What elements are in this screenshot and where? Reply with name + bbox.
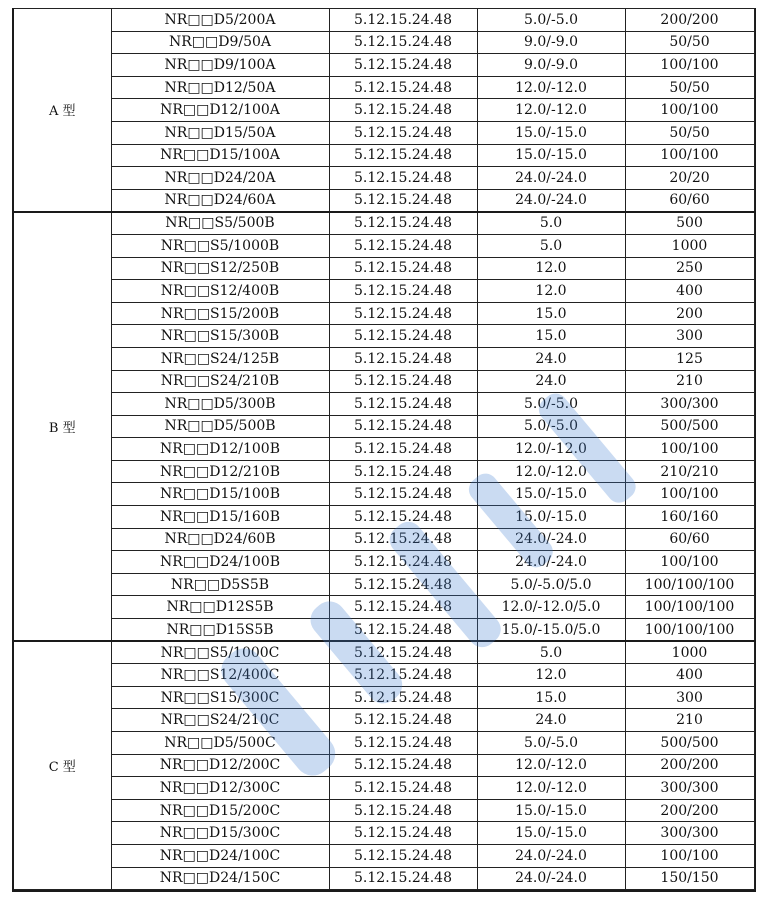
output-voltage-cell: 12.0 [477,257,625,280]
output-current-cell: 300 [625,325,754,348]
table-row [14,302,754,325]
output-current-cell: 60/60 [625,189,754,212]
input-voltage-cell: 5.12.15.24.48 [329,867,477,890]
output-voltage-cell: 12.0/-12.0 [477,754,625,777]
input-voltage-cell: 5.12.15.24.48 [329,99,477,122]
table-row [14,31,754,54]
output-current-cell: 500 [625,212,754,235]
table-row [14,325,754,348]
model-cell: NR□□D15/160B [111,506,329,529]
table-row [14,573,754,596]
output-voltage-cell: 15.0/-15.0 [477,822,625,845]
output-voltage-cell: 12.0 [477,664,625,687]
table-row [14,619,754,642]
table-row [14,144,754,167]
table-row [14,799,754,822]
output-current-cell: 300/300 [625,777,754,800]
input-voltage-cell: 5.12.15.24.48 [329,732,477,755]
output-current-cell: 50/50 [625,121,754,144]
model-cell: NR□□D12/50A [111,76,329,99]
output-voltage-cell: 15.0/-15.0 [477,799,625,822]
output-current-cell: 50/50 [625,31,754,54]
output-voltage-cell: 15.0 [477,325,625,348]
output-current-cell: 250 [625,257,754,280]
output-voltage-cell: 15.0/-15.0 [477,144,625,167]
model-cell: NR□□D24/60B [111,528,329,551]
input-voltage-cell: 5.12.15.24.48 [329,54,477,77]
model-cell: NR□□S24/210B [111,370,329,393]
output-current-cell: 60/60 [625,528,754,551]
output-current-cell: 100/100/100 [625,573,754,596]
input-voltage-cell: 5.12.15.24.48 [329,9,477,32]
output-voltage-cell: 24.0/-24.0 [477,528,625,551]
group-label: A 型 [14,9,111,212]
model-cell: NR□□D15/50A [111,121,329,144]
output-current-cell: 125 [625,347,754,370]
output-voltage-cell: 12.0/-12.0 [477,76,625,99]
output-current-cell: 100/100 [625,844,754,867]
input-voltage-cell: 5.12.15.24.48 [329,325,477,348]
input-voltage-cell: 5.12.15.24.48 [329,370,477,393]
model-cell: NR□□D5/500B [111,415,329,438]
output-current-cell: 100/100 [625,483,754,506]
model-cell: NR□□D12/200C [111,754,329,777]
output-voltage-cell: 5.0/-5.0 [477,415,625,438]
table-row [14,189,754,212]
model-cell: NR□□D15S5B [111,619,329,642]
output-voltage-cell: 12.0/-12.0 [477,460,625,483]
input-voltage-cell: 5.12.15.24.48 [329,641,477,664]
input-voltage-cell: 5.12.15.24.48 [329,347,477,370]
table-row [14,460,754,483]
output-voltage-cell: 9.0/-9.0 [477,31,625,54]
model-cell: NR□□D9/50A [111,31,329,54]
input-voltage-cell: 5.12.15.24.48 [329,212,477,235]
table-row [14,99,754,122]
input-voltage-cell: 5.12.15.24.48 [329,76,477,99]
group-label: C 型 [14,641,111,890]
input-voltage-cell: 5.12.15.24.48 [329,596,477,619]
table-row [14,393,754,416]
table-row [14,76,754,99]
model-spec-table [14,8,755,890]
model-cell: NR□□S15/300B [111,325,329,348]
output-current-cell: 300/300 [625,393,754,416]
model-cell: NR□□S5/1000B [111,234,329,257]
input-voltage-cell: 5.12.15.24.48 [329,144,477,167]
table-row [14,506,754,529]
input-voltage-cell: 5.12.15.24.48 [329,438,477,461]
output-current-cell: 100/100/100 [625,619,754,642]
output-voltage-cell: 15.0 [477,302,625,325]
model-cell: NR□□S15/200B [111,302,329,325]
output-voltage-cell: 24.0 [477,347,625,370]
table-row [14,777,754,800]
output-voltage-cell: 24.0/-24.0 [477,867,625,890]
product-spec-sheet [12,8,756,892]
output-voltage-cell: 5.0/-5.0 [477,732,625,755]
table-row [14,257,754,280]
output-voltage-cell: 15.0 [477,686,625,709]
output-voltage-cell: 5.0/-5.0 [477,9,625,32]
table-row [14,754,754,777]
output-voltage-cell: 24.0 [477,709,625,732]
table-row [14,438,754,461]
model-cell: NR□□D9/100A [111,54,329,77]
input-voltage-cell: 5.12.15.24.48 [329,257,477,280]
input-voltage-cell: 5.12.15.24.48 [329,664,477,687]
input-voltage-cell: 5.12.15.24.48 [329,31,477,54]
output-voltage-cell: 24.0/-24.0 [477,189,625,212]
output-current-cell: 160/160 [625,506,754,529]
output-voltage-cell: 24.0/-24.0 [477,844,625,867]
model-cell: NR□□D15/200C [111,799,329,822]
output-current-cell: 400 [625,280,754,303]
input-voltage-cell: 5.12.15.24.48 [329,393,477,416]
output-voltage-cell: 24.0/-24.0 [477,167,625,190]
table-row [14,641,754,664]
table-row [14,370,754,393]
output-voltage-cell: 12.0/-12.0 [477,777,625,800]
output-current-cell: 210 [625,370,754,393]
output-current-cell: 100/100/100 [625,596,754,619]
table-row [14,212,754,235]
model-cell: NR□□D12/210B [111,460,329,483]
table-row [14,596,754,619]
output-voltage-cell: 15.0/-15.0 [477,506,625,529]
output-current-cell: 210/210 [625,460,754,483]
group-label: B 型 [14,212,111,641]
table-row [14,822,754,845]
input-voltage-cell: 5.12.15.24.48 [329,551,477,574]
model-cell: NR□□S24/210C [111,709,329,732]
table-row [14,234,754,257]
input-voltage-cell: 5.12.15.24.48 [329,415,477,438]
input-voltage-cell: 5.12.15.24.48 [329,302,477,325]
model-cell: NR□□D24/100C [111,844,329,867]
input-voltage-cell: 5.12.15.24.48 [329,777,477,800]
output-current-cell: 1000 [625,641,754,664]
table-body [14,9,754,890]
output-voltage-cell: 15.0/-15.0 [477,121,625,144]
table-row [14,9,754,32]
input-voltage-cell: 5.12.15.24.48 [329,844,477,867]
table-row [14,528,754,551]
table-row [14,664,754,687]
model-cell: NR□□D5S5B [111,573,329,596]
output-current-cell: 300/300 [625,822,754,845]
output-voltage-cell: 24.0/-24.0 [477,551,625,574]
table-row [14,121,754,144]
model-cell: NR□□D24/60A [111,189,329,212]
output-voltage-cell: 5.0 [477,641,625,664]
output-voltage-cell: 12.0 [477,280,625,303]
model-cell: NR□□D24/100B [111,551,329,574]
input-voltage-cell: 5.12.15.24.48 [329,799,477,822]
input-voltage-cell: 5.12.15.24.48 [329,686,477,709]
input-voltage-cell: 5.12.15.24.48 [329,528,477,551]
input-voltage-cell: 5.12.15.24.48 [329,619,477,642]
table-row [14,347,754,370]
output-current-cell: 100/100 [625,438,754,461]
output-voltage-cell: 12.0/-12.0 [477,99,625,122]
output-current-cell: 100/100 [625,551,754,574]
input-voltage-cell: 5.12.15.24.48 [329,573,477,596]
model-cell: NR□□S24/125B [111,347,329,370]
output-current-cell: 400 [625,664,754,687]
input-voltage-cell: 5.12.15.24.48 [329,754,477,777]
output-voltage-cell: 12.0/-12.0/5.0 [477,596,625,619]
output-voltage-cell: 24.0 [477,370,625,393]
model-cell: NR□□S5/500B [111,212,329,235]
table-row [14,167,754,190]
table-row [14,551,754,574]
output-current-cell: 200/200 [625,9,754,32]
output-current-cell: 150/150 [625,867,754,890]
input-voltage-cell: 5.12.15.24.48 [329,460,477,483]
model-cell: NR□□D15/100A [111,144,329,167]
model-cell: NR□□D12/300C [111,777,329,800]
table-row [14,732,754,755]
model-cell: NR□□D15/100B [111,483,329,506]
table-row [14,867,754,890]
output-voltage-cell: 5.0 [477,212,625,235]
input-voltage-cell: 5.12.15.24.48 [329,167,477,190]
output-current-cell: 500/500 [625,415,754,438]
output-current-cell: 1000 [625,234,754,257]
output-current-cell: 20/20 [625,167,754,190]
output-current-cell: 210 [625,709,754,732]
input-voltage-cell: 5.12.15.24.48 [329,280,477,303]
output-current-cell: 500/500 [625,732,754,755]
model-cell: NR□□D5/200A [111,9,329,32]
output-voltage-cell: 5.0/-5.0 [477,393,625,416]
model-cell: NR□□S12/400C [111,664,329,687]
output-current-cell: 100/100 [625,144,754,167]
model-cell: NR□□D24/20A [111,167,329,190]
model-cell: NR□□D15/300C [111,822,329,845]
input-voltage-cell: 5.12.15.24.48 [329,506,477,529]
table-row [14,686,754,709]
output-current-cell: 200 [625,302,754,325]
output-current-cell: 100/100 [625,54,754,77]
model-cell: NR□□D12/100B [111,438,329,461]
model-cell: NR□□S12/250B [111,257,329,280]
output-voltage-cell: 9.0/-9.0 [477,54,625,77]
output-voltage-cell: 5.0/-5.0/5.0 [477,573,625,596]
input-voltage-cell: 5.12.15.24.48 [329,483,477,506]
model-cell: NR□□S15/300C [111,686,329,709]
model-cell: NR□□D12S5B [111,596,329,619]
input-voltage-cell: 5.12.15.24.48 [329,234,477,257]
table-row [14,709,754,732]
input-voltage-cell: 5.12.15.24.48 [329,822,477,845]
output-voltage-cell: 15.0/-15.0 [477,483,625,506]
table-row [14,415,754,438]
output-current-cell: 50/50 [625,76,754,99]
model-cell: NR□□S12/400B [111,280,329,303]
output-current-cell: 200/200 [625,754,754,777]
table-row [14,54,754,77]
model-cell: NR□□D5/500C [111,732,329,755]
model-cell: NR□□D12/100A [111,99,329,122]
input-voltage-cell: 5.12.15.24.48 [329,189,477,212]
output-voltage-cell: 12.0/-12.0 [477,438,625,461]
output-current-cell: 200/200 [625,799,754,822]
output-current-cell: 300 [625,686,754,709]
model-cell: NR□□D5/300B [111,393,329,416]
table-row [14,280,754,303]
output-voltage-cell: 5.0 [477,234,625,257]
input-voltage-cell: 5.12.15.24.48 [329,709,477,732]
table-row [14,483,754,506]
model-cell: NR□□D24/150C [111,867,329,890]
output-current-cell: 100/100 [625,99,754,122]
model-cell: NR□□S5/1000C [111,641,329,664]
input-voltage-cell: 5.12.15.24.48 [329,121,477,144]
table-row [14,844,754,867]
output-voltage-cell: 15.0/-15.0/5.0 [477,619,625,642]
